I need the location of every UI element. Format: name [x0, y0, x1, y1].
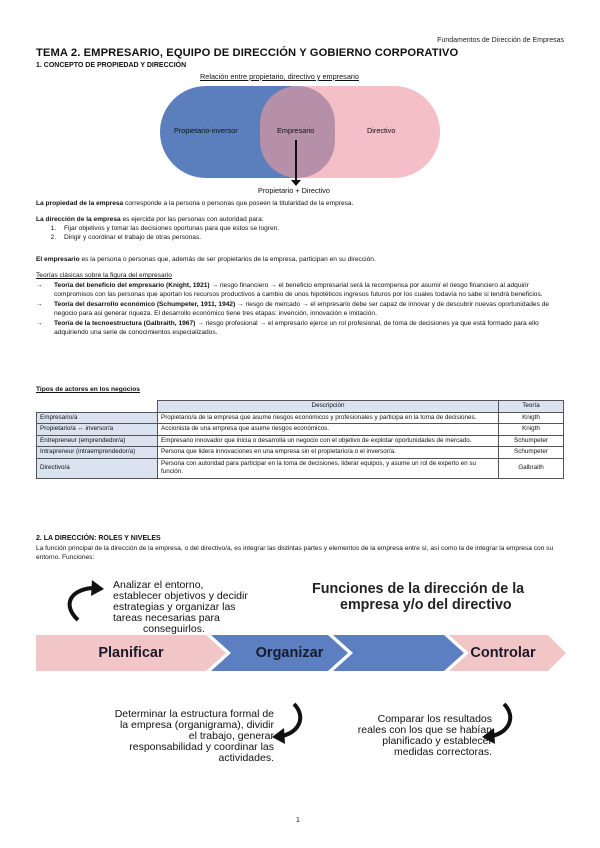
- right-arrow-icon: →: [36, 300, 43, 308]
- teoria-name: Teoría de la tecnoestructura (Galbraith, 1967): [54, 319, 196, 327]
- right-arrow-icon: →: [36, 282, 43, 289]
- venn-label-owner: Propietario-inversor: [174, 126, 238, 135]
- actor-cell: Directivo/a: [37, 458, 158, 478]
- note-line: tareas necesarias para: [113, 612, 220, 624]
- actor-cell: Propietario/a ↔ inversor/a: [37, 424, 158, 436]
- table-header-descripcion: Descripción: [158, 401, 499, 413]
- step-label: Planificar: [98, 645, 164, 661]
- teoria-cell: Knigth: [499, 412, 564, 424]
- step-controlar: [440, 635, 566, 671]
- note-controlar: [352, 714, 492, 758]
- note-line: planificado y establecer: [382, 735, 492, 747]
- funciones-title-line2: empresa y/o del directivo: [340, 597, 512, 613]
- teoria-cell: Galbraith: [499, 458, 564, 478]
- note-line: el trabajo, generar: [188, 730, 274, 742]
- desc-cell: Propietario/a de la empresa que asume riesgos económicos y profesionales y participa en la toma de decisiones.: [158, 412, 499, 424]
- actor-cell: Entrepreneur (emprendedor/a): [37, 435, 158, 447]
- step-label: Organizar: [255, 645, 324, 661]
- desc-cell: Persona que lidera innovaciones en una empresa sin el propietario/a o el inversor/a.: [158, 447, 499, 459]
- teoria-desc: → riesgo profesional → el empresario ejerce un rol profesional, de toma de decisiones ya que está formado para ello adquiriendo una serie de conocimientos especializados.: [54, 319, 539, 336]
- table-header-teoria: Teoría: [499, 401, 564, 413]
- term-direccion: La dirección de la empresa: [36, 216, 121, 223]
- funciones-title-line1: Funciones de la dirección de la: [312, 581, 525, 597]
- step-label: Controlar: [470, 645, 536, 661]
- note-organizar: [94, 709, 274, 764]
- venn-label-entrepreneur: Empresario: [277, 126, 315, 135]
- desc-cell: Empresario innovador que inicia o desarrolla un negocio con el objetivo de explotar oportunidades de mercado.: [158, 435, 499, 447]
- step-organizar: [231, 635, 348, 671]
- teoria-desc: → riesgo de mercado → el empresario debe ser capaz de innovar y de descubrir nuevas oportunidades de negocio para asi generar riqueza. El desarrollo económico tiene tres etapas: invención, innovación e imitación.: [54, 300, 550, 317]
- teoria-desc: → riesgo financiero → el beneficio empresarial será la recompensa por asumir el riesgo financiero al adquirir compromisos con las personas que aportan los recursos productivos a cambio de unos hipotéticos ingresos futuros por los cuales todavía no sabe si tendrá beneficios.: [54, 282, 543, 298]
- list-item: 2. Dirigir y coordinar el trabajo de otras personas.: [58, 234, 564, 243]
- list-item: 1. Fijar objetivos y tomar las decisiones oportunas para que estos se logren.: [58, 225, 564, 234]
- curved-arrow-icon: [282, 704, 300, 736]
- note-line: Determinar la estructura formal de: [114, 708, 274, 720]
- teoria-name: Teoría del desarrollo económico (Schumpeter, 1911, 1942): [54, 300, 236, 308]
- note-line: la empresa (organigrama), dividir: [119, 719, 274, 731]
- curved-arrow-icon: [70, 588, 92, 620]
- desc-cell: Accionista de una empresa que asume riesgos económicos.: [158, 424, 499, 436]
- note-line: estrategias y organizar las: [113, 601, 236, 613]
- text-propiedad: corresponde a la persona o personas que poseen la titularidad de la empresa.: [123, 200, 354, 207]
- venn-title: Relación entre propietario, directivo y empresario: [200, 72, 359, 81]
- text-direccion: es ejercida por las personas con autoridad para:: [120, 216, 264, 223]
- note-line: Comparar los resultados: [377, 713, 492, 725]
- term-propiedad: La propiedad de la empresa: [36, 200, 124, 207]
- page-title: TEMA 2. EMPRESARIO, EQUIPO DE DIRECCIÓN Y GOBIERNO CORPORATIVO: [36, 47, 459, 59]
- curved-arrow-icon: [492, 704, 510, 736]
- note-line: establecer objetivos y decidir: [113, 590, 248, 602]
- term-empresario: El empresario: [36, 256, 80, 263]
- section-heading-1: 1. CONCEPTO DE PROPIEDAD Y DIRECCIÓN: [36, 62, 187, 69]
- actor-cell: Empresario/a: [37, 412, 158, 424]
- note-line: actividades.: [218, 752, 274, 764]
- text-empresario: es la persona o personas que, además de ser propietarios de la empresa, participan en su dirección.: [79, 256, 376, 263]
- venn-label-manager: Directivo: [367, 126, 396, 135]
- teoria-name: Teoría del beneficio del empresario (Knight, 1921): [54, 282, 210, 289]
- teoria-cell: Knigth: [499, 424, 564, 436]
- note-line: Analizar el entorno,: [113, 579, 204, 591]
- actor-cell: Intrapreneur (intraemprendedor/a): [37, 447, 158, 459]
- section2-intro: La función principal de la dirección de la empresa, o del directivo/a, es integrar las distintas partes y elementos de la empresa entre sí, así como la de integrar la empresa con su entorno. Funciones:: [36, 545, 554, 561]
- teoria-cell: Schumpeter: [499, 447, 564, 459]
- note-line: reales con los que se habían: [357, 724, 492, 736]
- teoria-cell: Schumpeter: [499, 435, 564, 447]
- right-arrow-icon: →: [36, 319, 43, 327]
- note-line: medidas correctoras.: [393, 746, 492, 758]
- page-header: Fundamentos de Dirección de Empresas: [437, 37, 564, 44]
- step-planificar: [36, 635, 226, 671]
- teorias-heading: Teorías clásicas sobre la figura del empresario: [36, 272, 172, 279]
- tipos-heading: Tipos de actores en los negocios: [36, 386, 140, 393]
- note-planificar: [113, 580, 283, 635]
- note-line: conseguirlos.: [143, 623, 205, 635]
- arrowhead-icon: [91, 580, 104, 596]
- venn-bottom-label: Propietario + Directivo: [258, 186, 330, 195]
- note-line: responsabilidad y coordinar las: [129, 741, 274, 753]
- page-number: 1: [296, 817, 300, 824]
- desc-cell: Persona con autoridad para participar en la toma de decisiones, liderar equipos, y asume un rol de experto en su función.: [158, 458, 499, 478]
- section-heading-2: 2. LA DIRECCIÓN: ROLES Y NIVELES: [36, 535, 161, 542]
